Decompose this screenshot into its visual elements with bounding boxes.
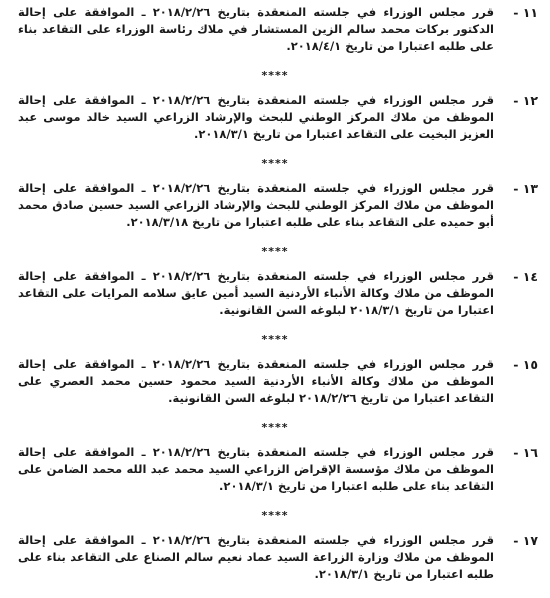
item-number: ١١ - xyxy=(513,5,538,20)
item-number: ١٦ - xyxy=(513,445,538,460)
decision-item-12 xyxy=(12,92,538,143)
item-text: قرر مجلس الوزراء في جلسته المنعقدة بتاريخ ٢٠١٨/٢/٢٦ ـ الموافقة على إحالة الموظف من ملاك المركز الوطني للبحث والإرشاد الزراعي السيد حسين صادق محمد أبو حميده على التقاعد بناء على طلبه اعتبارا من تاريخ ٢٠١٨/٣/١٨. xyxy=(18,181,494,229)
item-number: ١٧ - xyxy=(513,533,538,548)
item-number: ١٢ - xyxy=(513,93,538,108)
separator-stars: **** xyxy=(261,509,289,522)
decision-item-15 xyxy=(12,356,538,407)
decision-item-14 xyxy=(12,268,538,319)
item-text: قرر مجلس الوزراء في جلسته المنعقدة بتاريخ ٢٠١٨/٢/٢٦ ـ الموافقة على إحالة الموظف من ملاك وكالة الأنباء الأردنية السيد أمين عايق سلامه المرايات على التقاعد اعتبارا من تاريخ ٢٠١٨/٣/١ لبلوغه السن القانونية. xyxy=(18,269,494,317)
decision-item-13 xyxy=(12,180,538,231)
separator-stars: **** xyxy=(261,333,289,346)
decision-item-11 xyxy=(12,4,538,55)
item-text: قرر مجلس الوزراء في جلسته المنعقدة بتاريخ ٢٠١٨/٢/٢٦ ـ الموافقة على إحالة الموظف من ملاك المركز الوطني للبحث والإرشاد الزراعي السيد خالد موسى عبد العزيز البخيت على التقاعد اعتبارا من تاريخ ٢٠١٨/٣/١. xyxy=(18,93,494,141)
separator-stars: **** xyxy=(261,421,289,434)
separator-stars: **** xyxy=(261,157,289,170)
item-text: قرر مجلس الوزراء في جلسته المنعقدة بتاريخ ٢٠١٨/٢/٢٦ ـ الموافقة على إحالة الموظف من ملاك مؤسسة الإقراض الزراعي السيد محمد عبد الله محمد الضامن على التقاعد بناء على طلبه اعتبارا من تاريخ ٢٠١٨/٣/١. xyxy=(18,445,494,493)
item-text: قرر مجلس الوزراء في جلسته المنعقدة بتاريخ ٢٠١٨/٢/٢٦ ـ الموافقة على إحالة الموظف من ملاك وزارة الزراعة السيد عماد نعيم سالم الصناع على التقاعد بناء على طلبه اعتبارا من تاريخ ٢٠١٨/٣/١. xyxy=(18,533,494,581)
separator-stars: **** xyxy=(261,69,289,82)
item-text: قرر مجلس الوزراء في جلسته المنعقدة بتاريخ ٢٠١٨/٢/٢٦ ـ الموافقة على إحالة الموظف من ملاك وكالة الأنباء الأردنية السيد محمود حسين محمد العصري على التقاعد اعتبارا من تاريخ ٢٠١٨/٢/٢٦ لبلوغه السن القانونية. xyxy=(18,357,494,405)
separator-stars: **** xyxy=(261,245,289,258)
item-number: ١٣ - xyxy=(513,181,538,196)
item-number: ١٤ - xyxy=(513,269,538,284)
item-number: ١٥ - xyxy=(513,357,538,372)
decision-item-16 xyxy=(12,444,538,495)
item-text: قرر مجلس الوزراء في جلسته المنعقدة بتاريخ ٢٠١٨/٢/٢٦ ـ الموافقة على إحالة الدكتور بركات محمد سالم الزين المستشار في ملاك رئاسة الوزراء على التقاعد بناء على طلبه اعتبارا من تاريخ ٢٠١٨/٤/١. xyxy=(18,5,494,53)
decision-item-17 xyxy=(12,532,538,583)
